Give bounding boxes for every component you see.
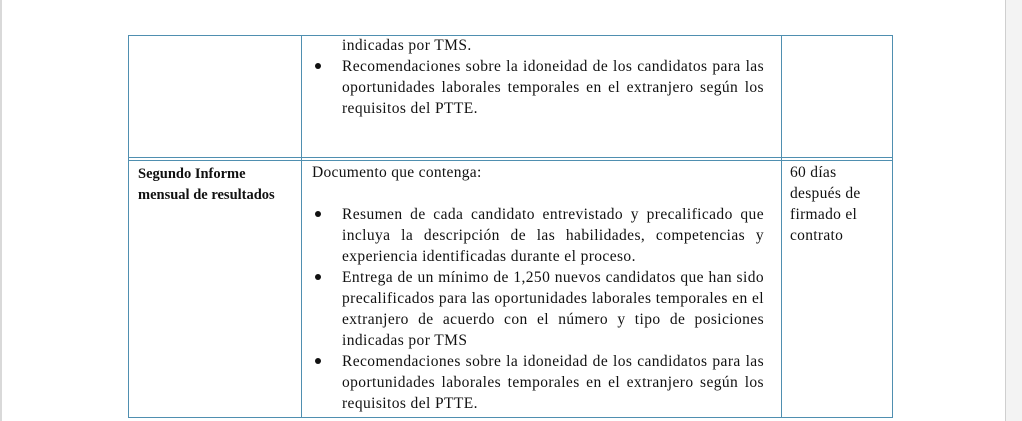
table-left-border xyxy=(128,35,129,418)
row1-bullet-list xyxy=(312,56,764,119)
row1-continued-line: indicadas por TMS. xyxy=(342,37,472,54)
row2-description-cell xyxy=(312,162,764,414)
bullet-icon xyxy=(315,358,321,364)
bullet-icon xyxy=(315,274,321,280)
row2-bullet-item: Entrega de un mínimo de 1,250 nuevos candidatos que han sido precalificados para las oportunidades laborales temporales en el extranjero de acuerdo con el número y tipo de posiciones indicadas por TMS xyxy=(312,267,764,351)
row2-intro: Documento que contenga: xyxy=(312,164,482,181)
table-bottom-border xyxy=(128,417,893,418)
table-right-border xyxy=(892,35,893,418)
bullet-icon xyxy=(315,63,321,69)
row1-description-cell xyxy=(312,35,764,119)
row2-deliverable-cell: Segundo Informe mensual de resultados xyxy=(138,166,275,203)
bullet-icon xyxy=(315,211,321,217)
row-divider-top xyxy=(128,157,893,158)
column-divider-2 xyxy=(781,35,782,418)
column-divider-1 xyxy=(301,35,302,418)
row1-bullet-item: Recomendaciones sobre la idoneidad de los candidatos para las oportunidades laborales temporales en el extranjero según los requisitos del PTTE. xyxy=(312,56,764,119)
row2-bullet-item: Resumen de cada candidato entrevistado y precalificado que incluya la descripción de las habilidades, competencias y experiencia identificadas durante el proceso. xyxy=(312,204,764,267)
row2-bullet-item: Recomendaciones sobre la idoneidad de los candidatos para las oportunidades laborales temporales en el extranjero según los requisitos del PTTE. xyxy=(312,351,764,414)
page-left-edge xyxy=(0,0,2,421)
page-right-margin xyxy=(1006,0,1022,421)
deliverables-table xyxy=(128,35,893,418)
row-divider-bottom xyxy=(128,160,893,161)
row2-deadline-cell: 60 días después de firmado el contrato xyxy=(790,164,861,244)
blank-line xyxy=(312,183,764,204)
row2-bullet-list xyxy=(312,204,764,414)
